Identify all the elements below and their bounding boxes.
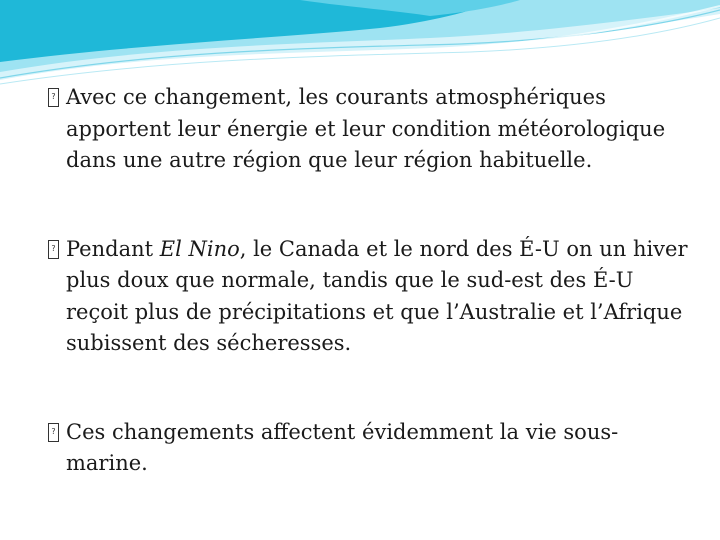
bullet-text-prefix: Pendant [66, 236, 160, 261]
bullet-text: Avec ce changement, les courants atmosphériques apportent leur énergie et leur condition météorologique dans une autre région que leur région habituelle. [66, 85, 666, 172]
bullet-marker-icon [48, 240, 59, 259]
bullet-text-suffix: , le Canada et le nord des É-U on un hiver plus doux que normale, tandis que le sud-est des É-U reçoit plus de précipitations et que l’Australie et l’Afrique subissent des sécheresses. [66, 236, 688, 355]
bullet-marker-icon [48, 423, 59, 442]
bullet-item-1 [48, 82, 688, 177]
bullet-text: Ces changements affectent évidemment la vie sous-marine. [66, 419, 619, 475]
wave-header-decoration [0, 0, 720, 90]
bullet-list [48, 82, 688, 480]
bullet-item-3 [48, 417, 688, 480]
bullet-text-emphasis: El Nino [159, 236, 240, 261]
bullet-item-2 [48, 234, 688, 360]
bullet-marker-icon [48, 88, 59, 107]
